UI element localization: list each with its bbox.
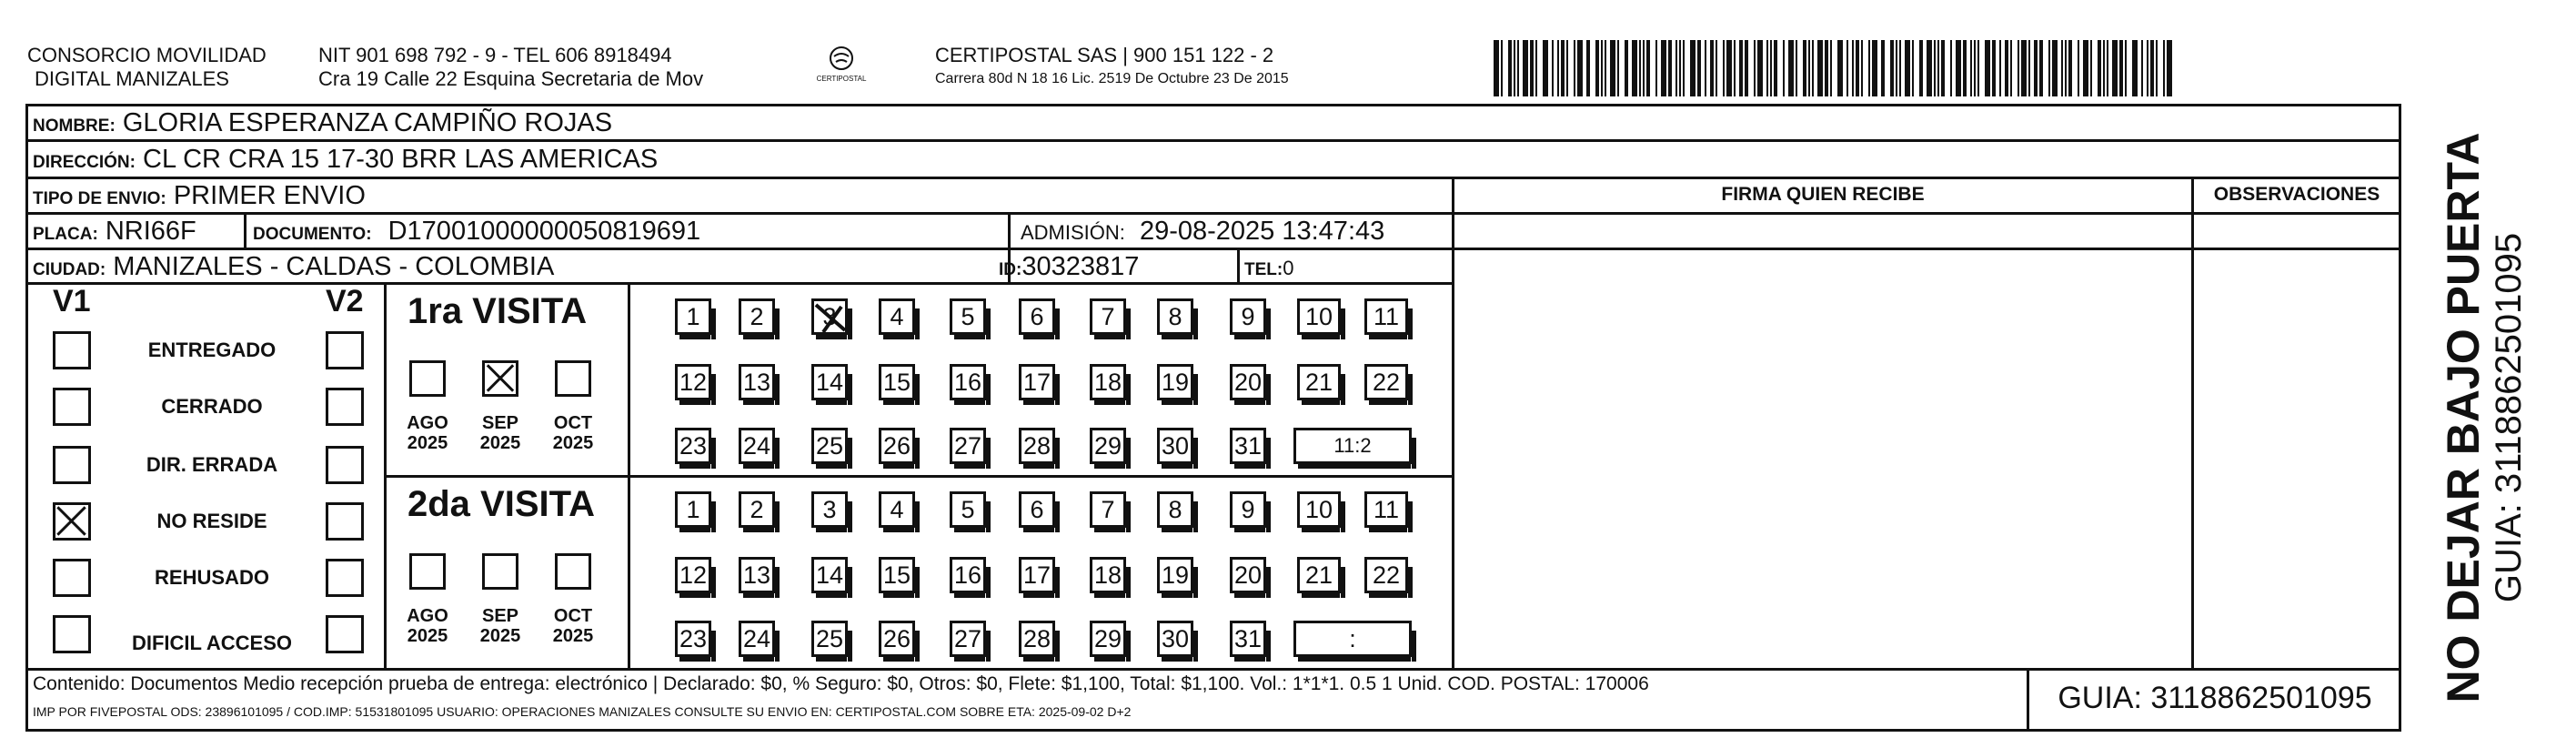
footer-contents: Contenido: Documentos Medio recepción prueba de entrega: electrónico | Declarado: $0, % Seguro: $0, Otros: $0, Flete: $1,100, Total: $1,100. Vol.: 1*1*1. 0.5 1 Unid. COD. POSTAL: 170006	[33, 673, 1649, 694]
second-visit-day[interactable]: 15	[879, 557, 915, 593]
first-visit-day[interactable]: 19	[1157, 364, 1193, 400]
barcode-bar	[2156, 40, 2158, 96]
second-visit-day[interactable]: 3	[811, 491, 848, 528]
barcode-bar	[1937, 40, 1939, 96]
second-visit-day[interactable]: 29	[1090, 621, 1126, 657]
barcode-bar	[2150, 40, 2154, 96]
first-visit-day[interactable]: 26	[879, 428, 915, 464]
v1-label: V1	[53, 284, 91, 318]
v2-checkbox[interactable]	[326, 446, 364, 484]
month-year: 2025	[552, 626, 594, 646]
admision-row	[1021, 215, 1384, 249]
second-visit-day[interactable]: 14	[811, 557, 848, 593]
placa-row	[33, 215, 196, 251]
direccion-row	[33, 143, 658, 179]
barcode-bar	[1494, 40, 1499, 96]
second-visit-day[interactable]: 11	[1364, 491, 1408, 528]
first-visit-day[interactable]: 7	[1090, 298, 1126, 335]
barcode-bar	[2167, 40, 2172, 96]
barcode-bar	[2083, 40, 2088, 96]
first-visit-day[interactable]: 20	[1230, 364, 1266, 400]
first-visit-day[interactable]: 29	[1090, 428, 1126, 464]
barcode-bar	[1919, 40, 1923, 96]
month-year: 2025	[552, 433, 594, 453]
company-line-2: DIGITAL MANIZALES	[35, 67, 229, 90]
first-visit-day[interactable]: 12	[675, 364, 711, 400]
second-visit-day[interactable]: 27	[950, 621, 986, 657]
barcode-bar	[1881, 40, 1885, 96]
month-checkbox[interactable]	[409, 553, 446, 590]
v2-checkbox[interactable]	[326, 615, 364, 653]
first-visit-day[interactable]: 15	[879, 364, 915, 400]
company-name	[27, 44, 267, 91]
barcode-bar	[1661, 40, 1666, 96]
second-visit-day[interactable]: 16	[950, 557, 986, 593]
second-visit-day[interactable]: 28	[1019, 621, 1055, 657]
ciudad-value: MANIZALES - CALDAS - COLOMBIA	[113, 252, 555, 281]
barcode-bar	[1970, 40, 1972, 96]
barcode-bar	[1697, 40, 1701, 96]
barcode-bar	[1610, 40, 1615, 96]
barcode-bar	[1605, 40, 1606, 96]
barcode-bar	[1788, 40, 1794, 96]
barcode-bar	[1683, 40, 1685, 96]
month-label	[546, 413, 600, 453]
nit-line-1: NIT 901 698 792 - 9 - TEL 606 8918494	[318, 44, 672, 66]
barcode-bar	[2034, 40, 2038, 96]
month-label	[546, 606, 600, 646]
v2-checkbox[interactable]	[326, 502, 364, 541]
month-checkbox[interactable]	[482, 553, 518, 590]
barcode-bar	[1734, 40, 1736, 96]
first-visit-day[interactable]: 6	[1019, 298, 1055, 335]
barcode-bar	[1639, 40, 1641, 96]
month-checkbox[interactable]	[482, 360, 518, 397]
second-visit-day[interactable]: 20	[1230, 557, 1266, 593]
barcode-bar	[1716, 40, 1717, 96]
nombre-value: GLORIA ESPERANZA CAMPIÑO ROJAS	[122, 108, 613, 137]
logo-text: CERTIPOSTAL	[816, 75, 867, 83]
barcode-bar	[1899, 40, 1901, 96]
column-divider	[1452, 177, 1454, 668]
no-dejar-bajo-puerta: NO DEJAR BAJO PUERTA	[2438, 132, 2489, 703]
barcode-icon	[1492, 40, 2174, 96]
second-visit-day[interactable]: 9	[1230, 491, 1266, 528]
certipostal-info	[935, 44, 1289, 91]
barcode-bar	[1956, 40, 1961, 96]
barcode-bar	[2068, 40, 2072, 96]
barcode-bar	[1595, 40, 1599, 96]
barcode-bar	[1803, 40, 1806, 96]
second-visit-day[interactable]: 2	[739, 491, 775, 528]
barcode-bar	[1774, 40, 1777, 96]
month-name: SEP	[481, 413, 519, 433]
first-visit-day[interactable]: 27	[950, 428, 986, 464]
first-visit-day[interactable]: 30	[1157, 428, 1193, 464]
first-visit-day[interactable]: 11	[1364, 298, 1408, 335]
footer-print-info: IMP POR FIVEPOSTAL ODS: 23896101095 / COD.IMP: 51531801095 USUARIO: OPERACIONES MANIZALES CONSULTE SU ENVIO EN: CERTIPOSTAL.COM SOBRE ETA: 2025-09-02 D+2	[33, 704, 1132, 719]
barcode-bar	[1974, 40, 1976, 96]
second-visit-time-value: :	[1349, 625, 1356, 652]
barcode-bar	[1726, 40, 1732, 96]
barcode-bar	[2125, 40, 2127, 96]
documento-row	[253, 215, 700, 251]
first-visit-day[interactable]: 17	[1019, 364, 1055, 400]
month-year: 2025	[479, 433, 521, 453]
barcode-bar	[1856, 40, 1859, 96]
barcode-bar	[1896, 40, 1897, 96]
second-visit-day[interactable]: 18	[1090, 557, 1126, 593]
second-visit-day[interactable]: 10	[1297, 491, 1341, 528]
barcode-bar	[2147, 40, 2148, 96]
first-visit-day[interactable]: 28	[1019, 428, 1055, 464]
second-visit-title: 2da VISITA	[408, 484, 595, 524]
certipostal-logo-icon	[814, 42, 869, 93]
barcode-bar	[1632, 40, 1637, 96]
barcode-bar	[1830, 40, 1832, 96]
first-visit-day[interactable]: 9	[1230, 298, 1266, 335]
second-visit-day[interactable]: 1	[675, 491, 711, 528]
month-year: 2025	[407, 433, 448, 453]
barcode-bar	[1601, 40, 1603, 96]
barcode-bar	[1543, 40, 1548, 96]
barcode-bar	[1825, 40, 1828, 96]
second-visit-day[interactable]: 25	[811, 621, 848, 657]
barcode-bar	[1690, 40, 1696, 96]
barcode-bar	[2078, 40, 2079, 96]
second-visit-day[interactable]: 31	[1230, 621, 1266, 657]
company-line-1: CONSORCIO MOVILIDAD	[27, 44, 267, 66]
barcode-bar	[1757, 40, 1763, 96]
barcode-bar	[1941, 40, 1945, 96]
barcode-bar	[1523, 40, 1528, 96]
first-visit-day[interactable]: 24	[739, 428, 775, 464]
tipo-envio-label: TIPO DE ENVIO:	[33, 189, 166, 208]
admision-value: 29-08-2025 13:47:43	[1139, 217, 1385, 246]
v1-checkbox[interactable]	[53, 502, 91, 541]
barcode-bar	[1514, 40, 1515, 96]
barcode-bar	[1905, 40, 1910, 96]
first-visit-day[interactable]: 16	[950, 364, 986, 400]
barcode-bar	[1739, 40, 1743, 96]
v1-checkbox[interactable]	[53, 331, 91, 369]
barcode-bar	[2107, 40, 2108, 96]
second-visit-day[interactable]: 17	[1019, 557, 1055, 593]
column-divider	[2027, 668, 2029, 732]
barcode-bar	[2065, 40, 2067, 96]
v1-checkbox[interactable]	[53, 615, 91, 653]
barcode-bar	[1783, 40, 1785, 96]
certi-line-1: CERTIPOSTAL SAS | 900 151 122 - 2	[935, 44, 1274, 66]
ciudad-label: CIUDAD:	[33, 260, 106, 279]
first-visit-title: 1ra VISITA	[408, 291, 588, 331]
barcode-bar	[1530, 40, 1534, 96]
status-label: NO RESIDE	[156, 510, 267, 532]
second-visit-day[interactable]: 19	[1157, 557, 1193, 593]
first-visit-day[interactable]: 25	[811, 428, 848, 464]
barcode	[1492, 40, 2174, 96]
certi-line-2: Carrera 80d N 18 16 Lic. 2519 De Octubre 23 De 2015	[935, 71, 1289, 86]
company-nit	[318, 44, 703, 91]
barcode-bar	[2018, 40, 2019, 96]
barcode-bar	[1861, 40, 1863, 96]
second-visit-day[interactable]: 13	[739, 557, 775, 593]
second-visit-day[interactable]: 30	[1157, 621, 1193, 657]
barcode-bar	[2010, 40, 2012, 96]
barcode-bar	[2021, 40, 2027, 96]
second-visit-day[interactable]: 26	[879, 621, 915, 657]
barcode-bar	[1617, 40, 1619, 96]
month-label	[473, 413, 528, 453]
month-label	[473, 606, 528, 646]
first-visit-time	[1293, 428, 1412, 464]
barcode-bar	[2112, 40, 2118, 96]
first-visit-day[interactable]: 5	[950, 298, 986, 335]
barcode-bar	[1723, 40, 1725, 96]
barcode-bar	[1501, 40, 1503, 96]
barcode-bar	[1646, 40, 1650, 96]
first-visit-day[interactable]: 31	[1230, 428, 1266, 464]
barcode-bar	[2098, 40, 2101, 96]
side-notice	[2401, 104, 2565, 732]
month-checkbox[interactable]	[555, 360, 591, 397]
barcode-bar	[1557, 40, 1559, 96]
barcode-bar	[1999, 40, 2001, 96]
nombre-label: NOMBRE:	[33, 116, 116, 136]
documento-value: D17001000000050819691	[387, 217, 701, 246]
barcode-bar	[2090, 40, 2092, 96]
status-label: ENTREGADO	[147, 339, 277, 361]
handwritten-mark-icon	[810, 298, 850, 338]
first-visit-day[interactable]: 23	[675, 428, 711, 464]
first-visit-day[interactable]: 21	[1297, 364, 1341, 400]
barcode-bar	[1625, 40, 1628, 96]
second-visit-day[interactable]: 24	[739, 621, 775, 657]
first-visit-day[interactable]: 14	[811, 364, 848, 400]
second-visit-time	[1293, 621, 1412, 657]
barcode-bar	[1872, 40, 1877, 96]
v1-checkbox[interactable]	[53, 446, 91, 484]
barcode-bar	[1846, 40, 1848, 96]
barcode-bar	[1566, 40, 1568, 96]
side-guia: GUIA: 3118862501095	[2489, 232, 2529, 603]
barcode-bar	[1927, 40, 1932, 96]
placa-label: PLACA:	[33, 225, 98, 244]
barcode-bar	[1577, 40, 1583, 96]
barcode-bar	[1517, 40, 1519, 96]
barcode-bar	[1890, 40, 1894, 96]
barcode-bar	[1508, 40, 1512, 96]
first-visit-time-value: 11:2	[1333, 434, 1372, 457]
nombre-row	[33, 106, 612, 143]
id-value: 30323817	[1021, 252, 1140, 281]
second-visit-day[interactable]: 4	[879, 491, 915, 528]
documento-label: DOCUMENTO:	[253, 225, 372, 244]
barcode-bar	[1710, 40, 1714, 96]
barcode-bar	[1643, 40, 1645, 96]
barcode-bar	[1852, 40, 1854, 96]
status-label: REHUSADO	[155, 566, 269, 589]
divider	[25, 668, 2401, 671]
v1-checkbox[interactable]	[53, 559, 91, 597]
column-divider	[1237, 248, 1240, 282]
divider	[1454, 248, 2401, 250]
direccion-label: DIRECCIÓN:	[33, 153, 136, 172]
barcode-bar	[1552, 40, 1554, 96]
firma-header: FIRMA QUIEN RECIBE	[1721, 184, 1925, 205]
first-visit-day[interactable]: 18	[1090, 364, 1126, 400]
barcode-bar	[1837, 40, 1843, 96]
barcode-bar	[1817, 40, 1823, 96]
placa-value: NRI66F	[105, 217, 196, 246]
month-name: OCT	[553, 413, 593, 433]
barcode-bar	[1992, 40, 1996, 96]
month-name: AGO	[407, 606, 448, 626]
tel-row	[1244, 250, 1293, 287]
first-visit-day[interactable]: 3	[811, 298, 848, 335]
barcode-bar	[2052, 40, 2058, 96]
v2-label: V2	[326, 284, 364, 318]
first-visit-day[interactable]: 13	[739, 364, 775, 400]
month-label	[400, 413, 455, 453]
barcode-bar	[1668, 40, 1672, 96]
barcode-bar	[1675, 40, 1677, 96]
barcode-bar	[1868, 40, 1870, 96]
month-name: AGO	[407, 413, 448, 433]
status-label: DIR. ERRADA	[146, 453, 278, 476]
barcode-bar	[1535, 40, 1537, 96]
barcode-bar	[1745, 40, 1748, 96]
ciudad-row	[33, 250, 554, 287]
column-divider	[2191, 177, 2194, 668]
second-visit-day[interactable]: 5	[950, 491, 986, 528]
first-visit-day[interactable]: 2	[739, 298, 775, 335]
first-visit-day[interactable]: 1	[675, 298, 711, 335]
second-visit-day[interactable]: 22	[1364, 557, 1408, 593]
id-row	[999, 250, 1139, 287]
barcode-bar	[1754, 40, 1756, 96]
barcode-bar	[1808, 40, 1810, 96]
barcode-bar	[1574, 40, 1575, 96]
observaciones-header: OBSERVACIONES	[2213, 184, 2380, 205]
tipo-envio-row	[33, 179, 366, 216]
barcode-bar	[1950, 40, 1952, 96]
barcode-bar	[2119, 40, 2123, 96]
second-visit-day[interactable]: 7	[1090, 491, 1126, 528]
tel-label: TEL:	[1244, 260, 1283, 279]
month-name: OCT	[553, 606, 593, 626]
status-label: DIFICIL ACCESO	[131, 632, 292, 654]
footer-guia: GUIA: 3118862501095	[2058, 681, 2372, 715]
month-name: SEP	[481, 606, 519, 626]
barcode-bar	[1679, 40, 1681, 96]
barcode-bar	[1766, 40, 1768, 96]
barcode-bar	[1977, 40, 1979, 96]
v2-checkbox[interactable]	[326, 559, 364, 597]
month-label	[400, 606, 455, 646]
barcode-bar	[2141, 40, 2143, 96]
barcode-bar	[1770, 40, 1772, 96]
v2-checkbox[interactable]	[326, 388, 364, 426]
barcode-bar	[1586, 40, 1590, 96]
barcode-bar	[1912, 40, 1914, 96]
v1-checkbox[interactable]	[53, 388, 91, 426]
barcode-bar	[1934, 40, 1936, 96]
v2-checkbox[interactable]	[326, 331, 364, 369]
barcode-bar	[1812, 40, 1814, 96]
month-year: 2025	[407, 626, 448, 646]
direccion-value: CL CR CRA 15 17-30 BRR LAS AMERICAS	[143, 145, 659, 174]
barcode-bar	[1963, 40, 1967, 96]
barcode-bar	[1655, 40, 1657, 96]
barcode-bar	[2163, 40, 2165, 96]
first-visit-day[interactable]: 8	[1157, 298, 1193, 335]
barcode-bar	[2005, 40, 2008, 96]
certipostal-logo	[814, 42, 869, 93]
barcode-bar	[1796, 40, 1797, 96]
first-visit-day[interactable]: 10	[1297, 298, 1341, 335]
barcode-bar	[2132, 40, 2138, 96]
first-visit-day[interactable]: 4	[879, 298, 915, 335]
second-visit-day[interactable]: 8	[1157, 491, 1193, 528]
barcode-bar	[2103, 40, 2105, 96]
admision-label: ADMISIÓN:	[1021, 221, 1125, 244]
status-label: CERRADO	[161, 395, 263, 418]
second-visit-day[interactable]: 6	[1019, 491, 1055, 528]
barcode-bar	[2039, 40, 2043, 96]
first-visit-day[interactable]: 22	[1364, 364, 1408, 400]
barcode-bar	[2048, 40, 2050, 96]
barcode-bar	[1985, 40, 1990, 96]
column-divider	[244, 212, 247, 248]
second-visit-day[interactable]: 21	[1297, 557, 1341, 593]
tipo-envio-value: PRIMER ENVIO	[173, 181, 366, 210]
tel-value: 0	[1283, 257, 1294, 279]
month-checkbox[interactable]	[409, 360, 446, 397]
nit-line-2: Cra 19 Calle 22 Esquina Secretaria de Mov	[318, 67, 704, 90]
barcode-bar	[1705, 40, 1706, 96]
barcode-bar	[2028, 40, 2030, 96]
id-label: ID:	[999, 260, 1022, 279]
month-year: 2025	[479, 626, 521, 646]
second-visit-day[interactable]: 23	[675, 621, 711, 657]
barcode-bar	[2061, 40, 2063, 96]
barcode-bar	[1561, 40, 1565, 96]
month-checkbox[interactable]	[555, 553, 591, 590]
divider	[384, 475, 1454, 478]
second-visit-day[interactable]: 12	[675, 557, 711, 593]
